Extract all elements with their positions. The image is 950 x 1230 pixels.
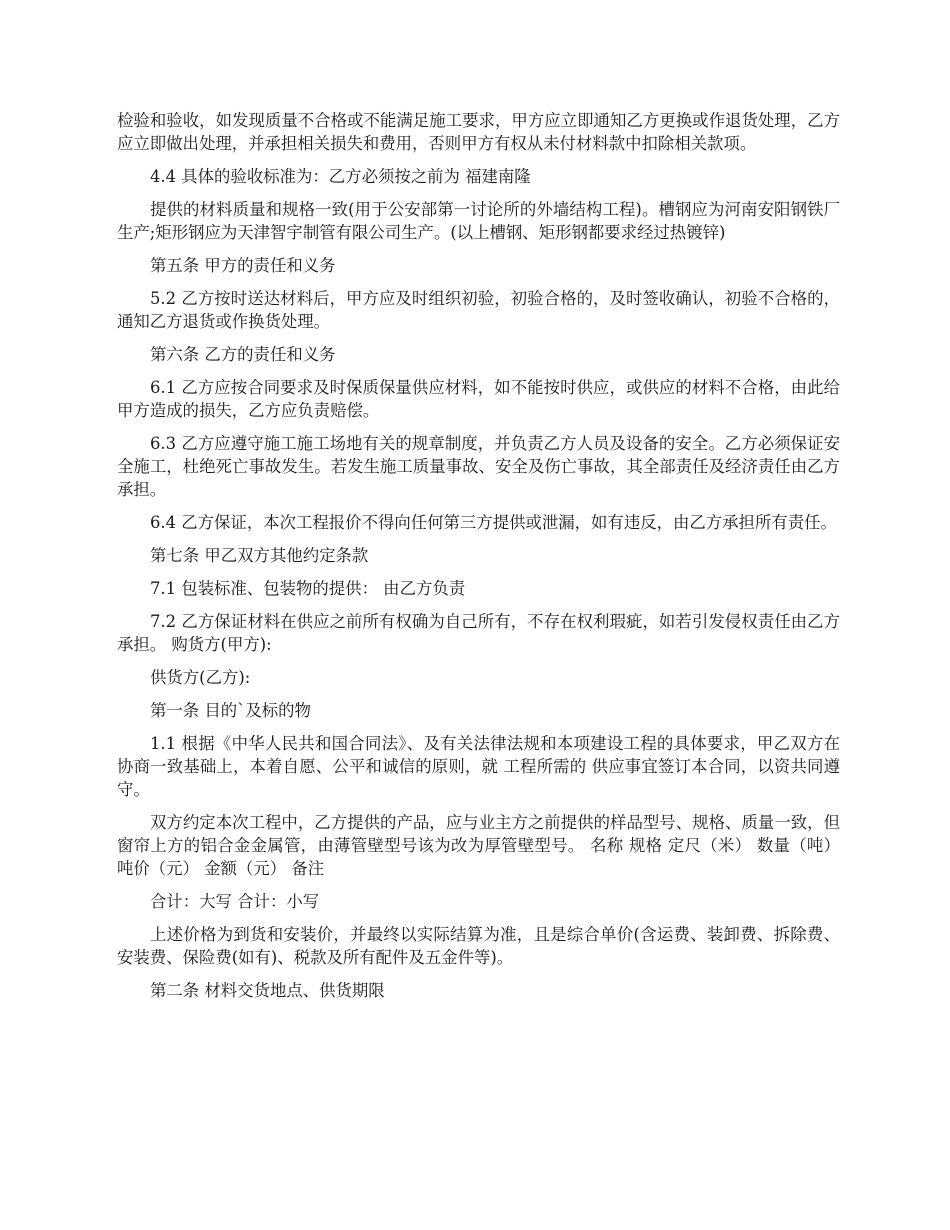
paragraph: 7.2 乙方保证材料在供应之前所有权确为自己所有，不存在权利瑕疵，如若引发侵权责任由乙方承担。 购货方(甲方): [117,612,840,654]
section-heading: 第一条 目的`及标的物 [150,701,311,720]
paragraph: 7.1 包装标准、包装物的提供： 由乙方负责 [150,579,466,598]
paragraph: 上述价格为到货和安装价，并最终以实际结算为准，且是综合单价(含运费、装卸费、拆除费、安装费、保险费(如有)、税款及所有配件及五金件等)。 [117,925,840,967]
paragraph: 6.4 乙方保证，本次工程报价不得向任何第三方提供或泄漏，如有违反，由乙方承担所有责任。 [150,513,837,532]
paragraph: 5.2 乙方按时送达材料后，甲方应及时组织初验，初验合格的，及时签收确认，初验不合格的，通知乙方退货或作换货处理。 [117,289,840,331]
paragraph: 6.1 乙方应按合同要求及时保质保量供应材料，如不能按时供应，或供应的材料不合格，由此给甲方造成的损失，乙方应负责赔偿。 [117,378,840,420]
paragraph: 检验和验收，如发现质量不合格或不能满足施工要求，甲方应立即通知乙方更换或作退货处理，乙方应立即做出处理，并承担相关损失和费用，否则甲方有权从未付材料款中扣除相关款项。 [117,111,840,153]
paragraph: 1.1 根据《中华人民共和国合同法》、及有关法律法规和本项建设工程的具体要求，甲乙双方在协商一致基础上，本着自愿、公平和诚信的原则，就 工程所需的 供应事宜签订本合同，以资共同遵守。 [117,734,840,799]
paragraph: 双方约定本次工程中，乙方提供的产品，应与业主方之前提供的样品型号、规格、质量一致，但窗帘上方的铝合金金属管，由薄管壁型号该为改为厚管壁型号。 名称 规格 定尺（米） 数量（吨） 吨价（元） 金额（元） 备注 [117,813,840,878]
paragraph: 提供的材料质量和规格一致(用于公安部第一讨论所的外墙结构工程)。槽钢应为河南安阳钢铁厂生产;矩形钢应为天津智宇制管有限公司生产。(以上槽钢、矩形钢都要求经过热镀锌) [117,200,840,242]
paragraph: 6.3 乙方应遵守施工施工场地有关的规章制度，并负责乙方人员及设备的安全。乙方必须保证安全施工，杜绝死亡事故发生。若发生施工质量事故、安全及伤亡事故，其全部责任及经济责任由乙方承担。 [117,434,840,499]
paragraph: 4.4 具体的验收标准为：乙方必须按之前为 福建南隆 [150,167,531,186]
section-heading: 第二条 材料交货地点、供货期限 [150,981,385,1000]
section-heading: 第五条 甲方的责任和义务 [150,256,336,275]
section-heading: 第六条 乙方的责任和义务 [150,345,336,364]
paragraph: 供货方(乙方): [150,668,251,687]
paragraph: 合计：大写 合计：小写 [150,892,320,911]
section-heading: 第七条 甲乙双方其他约定条款 [150,546,369,565]
